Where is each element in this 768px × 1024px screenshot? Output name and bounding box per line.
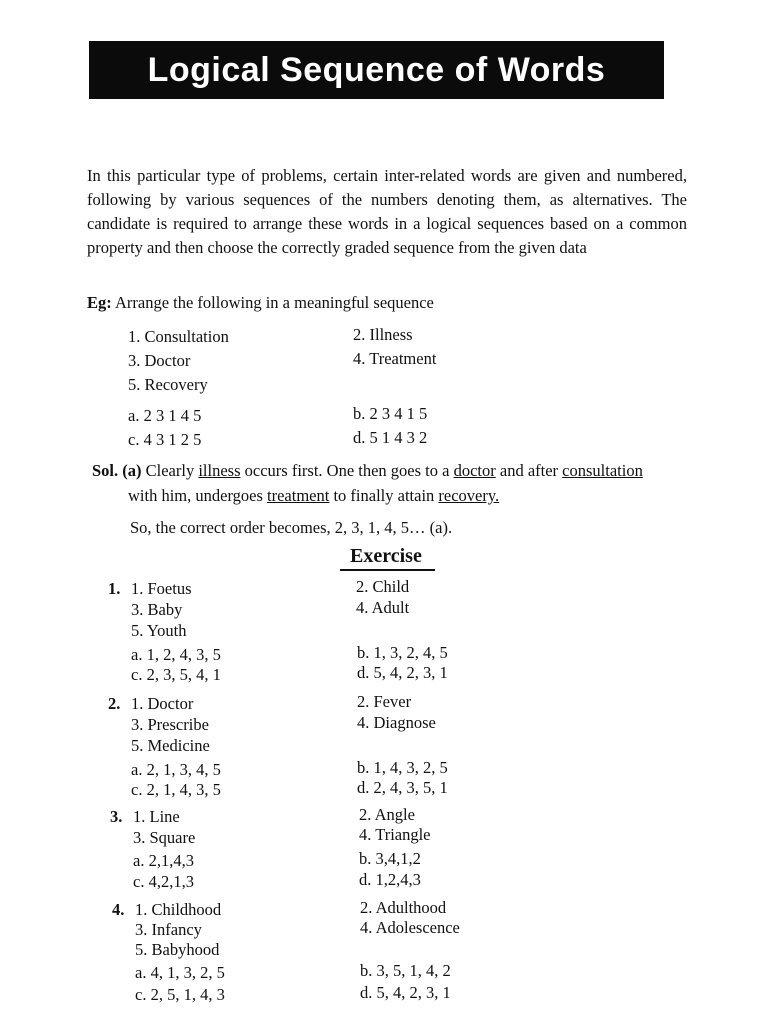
question-option: c. 2, 1, 4, 3, 5 (131, 780, 221, 799)
question-option: b. 1, 4, 3, 2, 5 (357, 758, 448, 777)
question-number: 3. (110, 807, 123, 826)
page-title: Logical Sequence of Words (147, 50, 606, 89)
question-item: 2. Fever (357, 692, 412, 711)
example-item: 2. Illness (353, 325, 413, 344)
example-line (87, 293, 434, 313)
example-option: b. 2 3 4 1 5 (353, 404, 428, 423)
title-banner (89, 41, 664, 99)
question-item: 1. Doctor (131, 694, 194, 713)
solution-text: and after (499, 461, 559, 480)
question-option: a. 2, 1, 3, 4, 5 (131, 760, 221, 779)
question-option: a. 1, 2, 4, 3, 5 (131, 645, 221, 664)
question-item: 1. Foetus (131, 579, 192, 598)
question-item: 4. Diagnose (357, 713, 436, 732)
example-item: 5. Recovery (128, 375, 208, 394)
question-option: d. 5, 4, 2, 3, 1 (357, 663, 448, 682)
exercise-underline (340, 569, 435, 571)
question-option: d. 2, 4, 3, 5, 1 (357, 778, 448, 797)
solution-text: occurs first. One then goes to a (244, 461, 450, 480)
question-option: b. 3, 5, 1, 4, 2 (360, 961, 451, 980)
question-item: 5. Babyhood (135, 940, 220, 959)
solution-text: to finally attain (333, 486, 435, 505)
exercise-heading: Exercise (350, 545, 422, 567)
intro-paragraph: In this particular type of problems, certain inter-related words are given and numbered, following by various sequences of the numbers denoting them, as alternatives. The candidate is required to arrange these words in a logical sequences based on a common property and then choose the correctly graded sequence from the given data (87, 166, 687, 257)
example-item: 4. Treatment (353, 349, 437, 368)
question-number: 4. (112, 900, 125, 919)
question-item: 3. Square (133, 828, 196, 847)
question-option: b. 3,4,1,2 (359, 849, 421, 868)
question-item: 2. Angle (359, 805, 415, 824)
question-number: 2. (108, 694, 121, 713)
keyword-illness: illness (198, 461, 241, 480)
question-item: 5. Medicine (131, 736, 210, 755)
keyword-recovery: recovery. (438, 486, 500, 505)
question-item: 3. Infancy (135, 920, 202, 939)
question-item: 4. Adult (356, 598, 410, 617)
question-item: 1. Childhood (135, 900, 222, 919)
question-item: 5. Youth (131, 621, 187, 640)
question-option: c. 2, 3, 5, 4, 1 (131, 665, 221, 684)
solution-text: Clearly (145, 461, 195, 480)
solution-line-2 (128, 486, 499, 506)
question-option: d. 5, 4, 2, 3, 1 (360, 983, 451, 1002)
example-option: d. 5 1 4 3 2 (353, 428, 428, 447)
question-number: 1. (108, 579, 121, 598)
keyword-treatment: treatment (267, 486, 330, 505)
question-item: 2. Child (356, 577, 410, 596)
solution-line-1 (92, 461, 643, 481)
question-item: 4. Triangle (359, 825, 431, 844)
example-item: 3. Doctor (128, 351, 191, 370)
question-option: a. 4, 1, 3, 2, 5 (135, 963, 225, 982)
question-option: d. 1,2,4,3 (359, 870, 421, 889)
question-item: 3. Prescribe (131, 715, 209, 734)
example-prompt: Arrange the following in a meaningful sequence (114, 293, 434, 312)
example-option: c. 4 3 1 2 5 (128, 430, 202, 449)
example-label: Eg: (87, 293, 112, 312)
example-option: a. 2 3 1 4 5 (128, 406, 202, 425)
keyword-doctor: doctor (453, 461, 496, 480)
question-item: 2. Adulthood (360, 898, 447, 917)
question-option: c. 4,2,1,3 (133, 872, 194, 891)
question-item: 3. Baby (131, 600, 183, 619)
question-option: c. 2, 5, 1, 4, 3 (135, 985, 225, 1004)
question-item: 1. Line (133, 807, 180, 826)
solution-answer: (a) (122, 461, 142, 480)
keyword-consultation: consultation (562, 461, 643, 480)
solution-label: Sol. (92, 461, 119, 480)
example-item: 1. Consultation (128, 327, 229, 346)
question-option: b. 1, 3, 2, 4, 5 (357, 643, 448, 662)
question-option: a. 2,1,4,3 (133, 851, 194, 870)
solution-conclusion: So, the correct order becomes, 2, 3, 1, 4, 5… (a). (130, 518, 453, 537)
question-item: 4. Adolescence (360, 918, 460, 937)
solution-text: with him, undergoes (128, 486, 263, 505)
